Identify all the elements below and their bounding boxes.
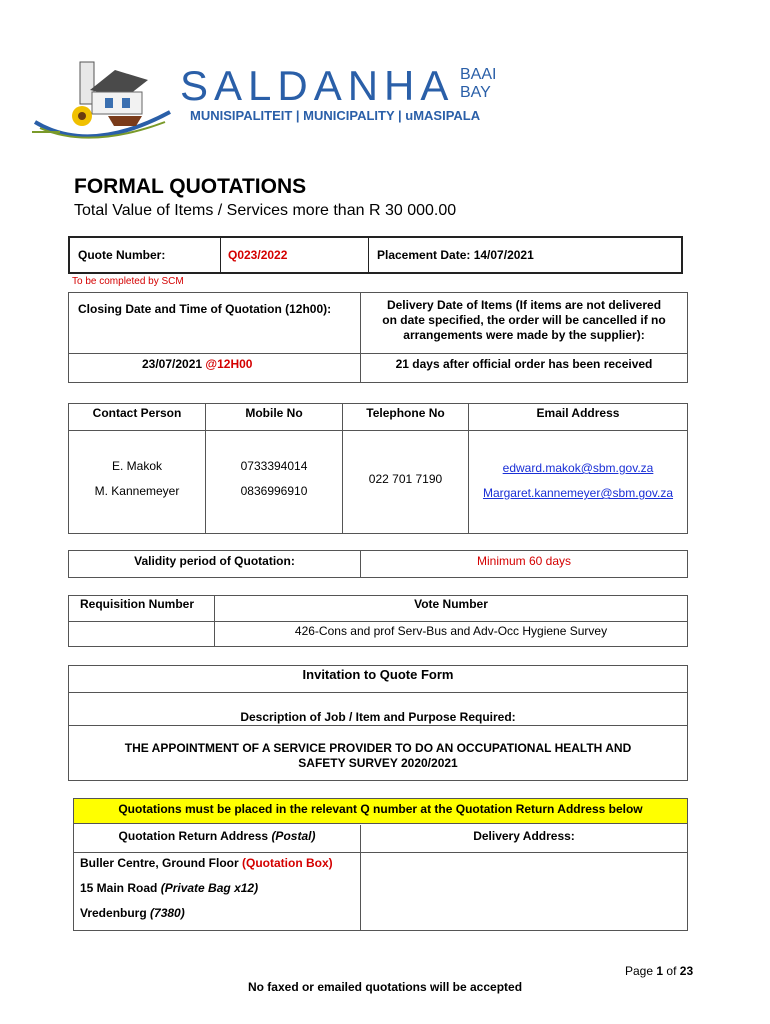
logo-subtitle: MUNISIPALITEIT | MUNICIPALITY | uMASIPALA [190, 108, 481, 123]
private-bag: (Private Bag x12) [160, 881, 259, 895]
return-line-3 [80, 906, 185, 920]
validity-value: Minimum 60 days [476, 554, 572, 568]
delivery-address-label: Delivery Address: [473, 829, 575, 843]
page-prefix: Page [625, 964, 654, 978]
telephone: 022 701 7190 [368, 472, 443, 486]
return-address-label-postal: (Postal) [271, 829, 316, 843]
invitation-title: Invitation to Quote Form [302, 667, 454, 682]
header-mobile: Mobile No [245, 406, 303, 420]
placement-date: Placement Date: 14/07/2021 [377, 248, 534, 262]
email-link-2[interactable]: Margaret.kannemeyer@sbm.gov.za [482, 486, 674, 500]
page-of: of [666, 964, 677, 978]
requisition-label: Requisition Number [80, 597, 195, 611]
closing-date-value [142, 357, 252, 371]
contact-person-1: E. Makok [111, 459, 162, 473]
validity-label: Validity period of Quotation: [134, 554, 295, 568]
header-telephone: Telephone No [366, 406, 445, 420]
closing-time: @12H00 [205, 357, 253, 371]
page-number [625, 964, 693, 978]
closing-date: 23/07/2021 [142, 357, 203, 371]
contact-person-2: M. Kannemeyer [94, 484, 180, 498]
mobile-1: 0733394014 [240, 459, 308, 473]
page-title: FORMAL QUOTATIONS [74, 175, 307, 198]
return-line-2 [80, 881, 258, 895]
quotation-box: (Quotation Box) [242, 856, 333, 870]
header-email: Email Address [536, 406, 620, 420]
house-emblem-icon [30, 50, 180, 145]
delivery-value: 21 days after official order has been received [395, 357, 653, 371]
closing-label: Closing Date and Time of Quotation (12h00): [78, 302, 332, 316]
quote-number-label: Quote Number: [78, 248, 166, 262]
return-line-2-text: 15 Main Road [80, 881, 158, 895]
page-current: 1 [656, 964, 664, 978]
scm-note: To be completed by SCM [72, 276, 184, 287]
delivery-label-line-1: Delivery Date of Items (If items are not delivered [386, 298, 662, 312]
description-line-1: THE APPOINTMENT OF A SERVICE PROVIDER TO DO AN OCCUPATIONAL HEALTH AND [124, 741, 632, 755]
delivery-label-line-3: arrangements were made by the supplier): [403, 328, 645, 342]
municipality-logo [30, 50, 510, 145]
logo-name-baai: BAAI [460, 66, 497, 83]
vote-label: Vote Number [414, 597, 488, 611]
page-subtitle: Total Value of Items / Services more than R 30 000.00 [74, 202, 457, 219]
page-total: 23 [679, 964, 694, 978]
delivery-label-line-2: on date specified, the order will be cancelled if no [382, 313, 666, 327]
vote-value: 426-Cons and prof Serv-Bus and Adv-Occ Hygiene Survey [294, 624, 608, 638]
return-line-1-text: Buller Centre, Ground Floor [80, 856, 239, 870]
mobile-2: 0836996910 [240, 484, 308, 498]
logo-name: SALDANHA [180, 62, 455, 109]
return-address-label [74, 829, 360, 843]
quote-number-value: Q023/2022 [228, 248, 288, 262]
logo-name-bay: BAY [460, 84, 491, 101]
return-line-1 [80, 856, 333, 870]
return-address-label-text: Quotation Return Address [118, 829, 269, 843]
description-label: Description of Job / Item and Purpose Required: [240, 710, 516, 724]
return-line-3-text: Vredenburg [80, 906, 147, 920]
description-line-2: SAFETY SURVEY 2020/2021 [298, 756, 458, 770]
footer-notice: No faxed or emailed quotations will be accepted [247, 980, 523, 994]
email-link-1[interactable]: edward.makok@sbm.gov.za [502, 461, 654, 475]
return-banner-text: Quotations must be placed in the relevant Q number at the Quotation Return Address below [118, 802, 643, 816]
postal-code: (7380) [150, 906, 185, 920]
header-contact-person: Contact Person [92, 406, 182, 420]
